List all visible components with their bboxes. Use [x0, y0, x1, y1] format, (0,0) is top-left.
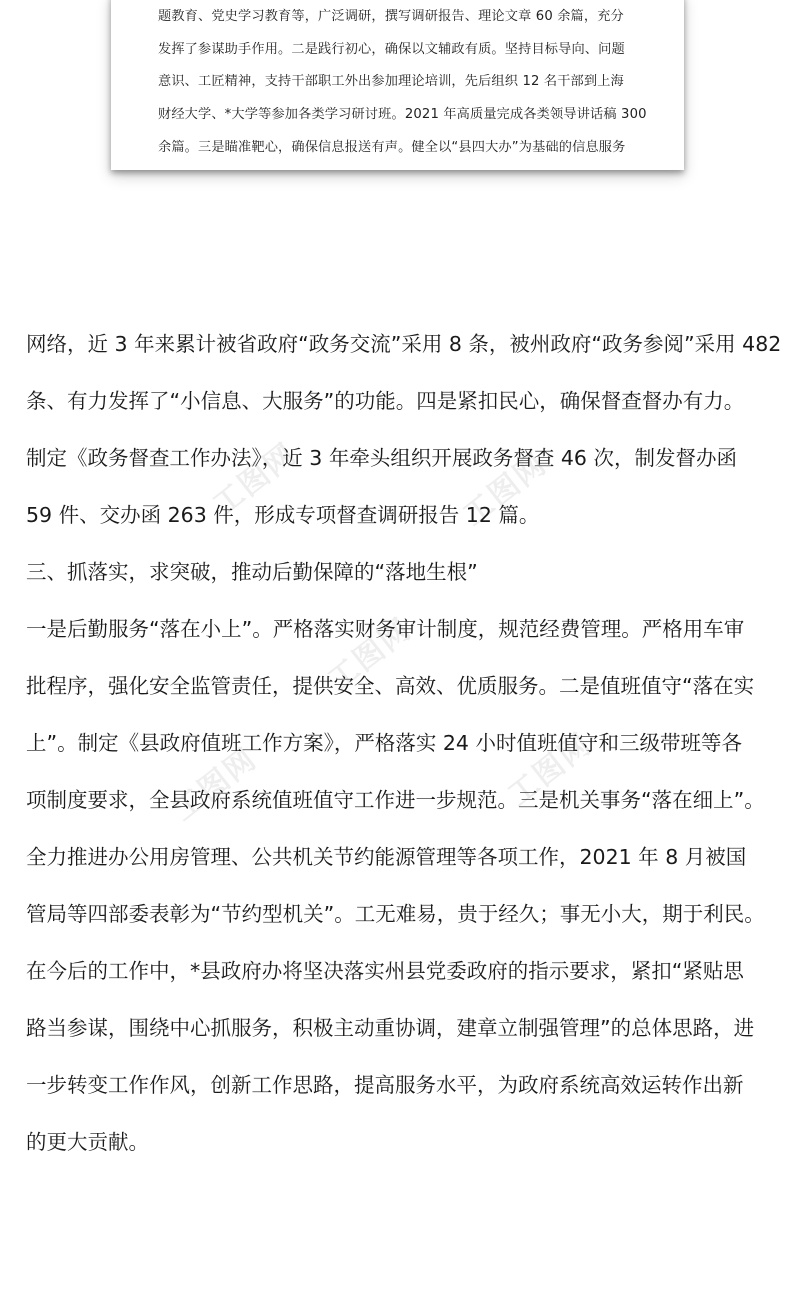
body-line: 制定《政务督查工作办法》，近 3 年牵头组织开展政务督查 46 次，制发督办函: [26, 446, 737, 470]
section-heading: 三、抓落实，求突破，推动后勤保障的“落地生根”: [26, 560, 478, 584]
body-line: 项制度要求，全县政府系统值班值守工作进一步规范。三是机关事务“落在细上”。: [26, 788, 765, 812]
body-line: 上”。制定《县政府值班工作方案》，严格落实 24 小时值班值守和三级带班等各: [26, 731, 742, 755]
watermark-logo: 工图网: [456, 446, 554, 534]
preview-line: 题教育、党史学习教育等，广泛调研，撰写调研报告、理论文章 60 余篇，充分: [158, 9, 624, 24]
body-line: 在今后的工作中，*县政府办将坚决落实州县党委政府的指示要求，紧扣“紧贴思: [26, 959, 744, 983]
body-line: 条、有力发挥了“小信息、大服务”的功能。四是紧扣民心，确保督查督办有力。: [26, 389, 745, 413]
body-line: 网络，近 3 年来累计被省政府“政务交流”采用 8 条，被州政府“政务参阅”采用 482: [26, 332, 782, 356]
preview-line: 意识、工匠精神，支持干部职工外出参加理论培训，先后组织 12 名干部到上海: [158, 74, 624, 89]
body-line: 批程序，强化安全监管责任，提供安全、高效、优质服务。二是值班值守“落在实: [26, 674, 755, 698]
preview-line: 发挥了参谋助手作用。二是践行初心，确保以文辅政有质。坚持目标导向、问题: [158, 42, 625, 57]
body-line: 路当参谋，围绕中心抓服务，积极主动重协调，建章立制强管理”的总体思路，进: [26, 1016, 755, 1040]
body-line: 一步转变工作作风，创新工作思路，提高服务水平，为政府系统高效运转作出新: [26, 1073, 744, 1097]
document-preview-card: [111, 0, 684, 170]
body-line: 管局等四部委表彰为“节约型机关”。工无难易，贵于经久；事无小大，期于利民。: [26, 902, 765, 926]
body-line: 的更大贡献。: [26, 1130, 149, 1154]
body-line: 59 件、交办函 263 件，形成专项督查调研报告 12 篇。: [26, 503, 540, 527]
watermark-logo: 工图网: [501, 726, 599, 814]
body-line: 一是后勤服务“落在小上”。严格落实财务审计制度，规范经费管理。严格用车审: [26, 617, 745, 641]
watermark-logo: 工图网: [206, 436, 304, 524]
preview-line: 财经大学、*大学等参加各类学习研讨班。2021 年高质量完成各类领导讲话稿 300: [158, 107, 647, 122]
preview-line: 余篇。三是瞄准靶心，确保信息报送有声。健全以“县四大办”为基础的信息服务: [158, 140, 626, 155]
body-line: 全力推进办公用房管理、公共机关节约能源管理等各项工作，2021 年 8 月被国: [26, 845, 747, 869]
watermark-logo: 工图网: [166, 741, 264, 829]
watermark-logo: 工图网: [321, 611, 419, 699]
